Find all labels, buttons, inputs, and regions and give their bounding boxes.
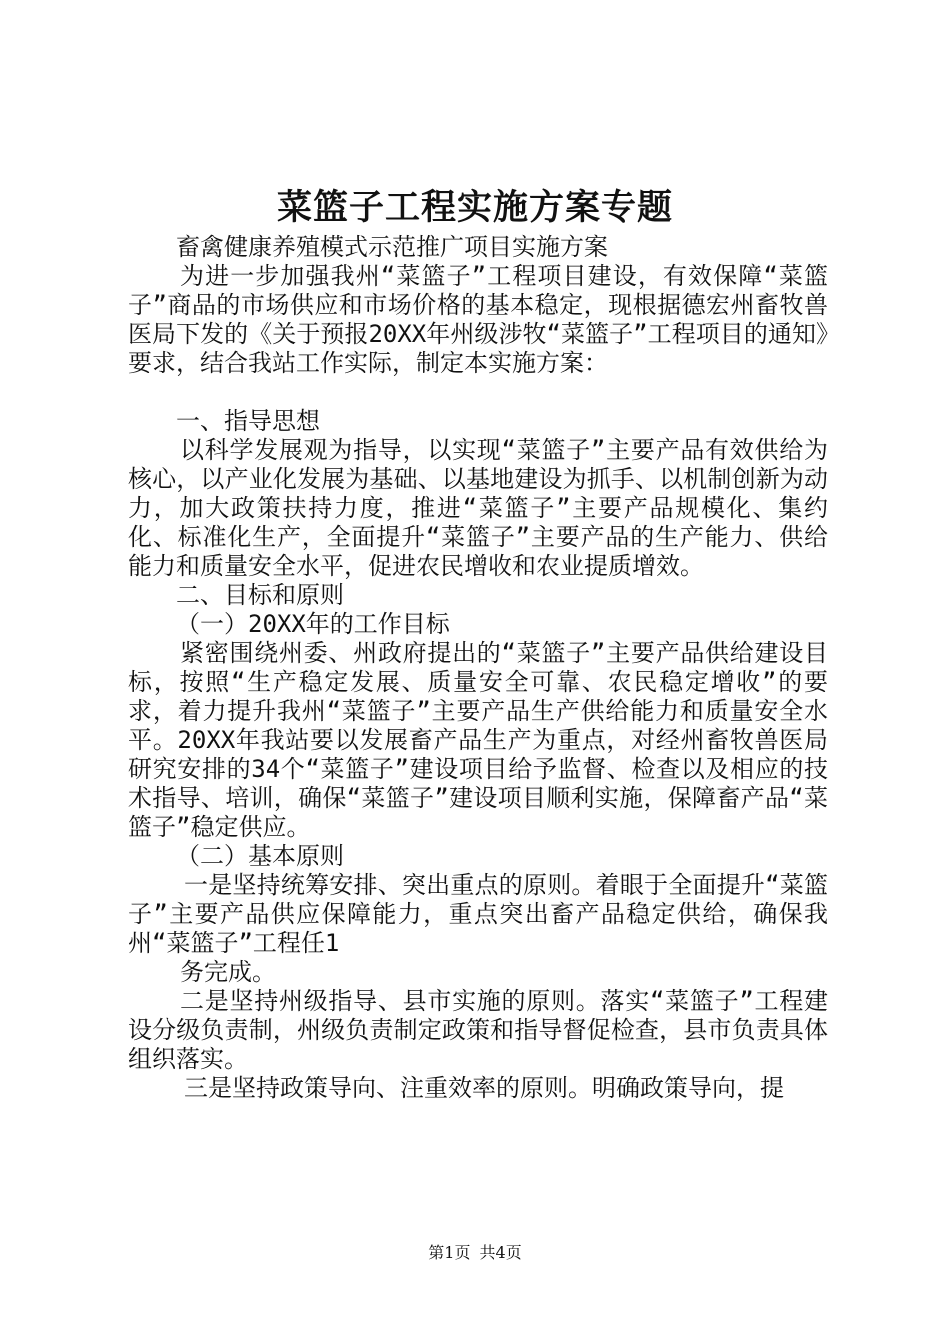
page-footer <box>0 1243 950 1263</box>
subsection1-paragraph: 紧密围绕州委、州政府提出的“菜篮子”主要产品供给建设目标，按照“生产稳定发展、质量安全可靠、农民稳定增收”的要求，着力提升我州“菜篮子”主要产品生产供给能力和质量安全水平。20XX年我站要以发展畜产品生产为重点，对经州畜牧兽医局研究安排的34个“菜篮子”建设项目给予监督、检查以及相应的技术指导、培训，确保“菜篮子”建设项目顺利实施，保障畜产品“菜篮子”稳定供应。 <box>128 639 828 841</box>
intro-paragraph: 为进一步加强我州“菜篮子”工程项目建设，有效保障“菜篮子”商品的市场供应和市场价格的基本稳定，现根据德宏州畜牧兽医局下发的《关于预报20XX年州级涉牧“菜篮子”工程项目的通知》要求，结合我站工作实际，制定本实施方案： <box>128 262 828 377</box>
subsection1-heading: （一）20XX年的工作目标 <box>176 610 450 638</box>
section2-heading: 二、目标和原则 <box>176 581 344 609</box>
principle1-paragraph: 一是坚持统筹安排、突出重点的原则。着眼于全面提升“菜篮子”主要产品供应保障能力，重点突出畜产品稳定供给，确保我州“菜篮子”工程任1 <box>128 871 828 957</box>
principle3-paragraph: 三是坚持政策导向、注重效率的原则。明确政策导向，提 <box>184 1074 784 1102</box>
section1-heading: 一、指导思想 <box>176 407 320 435</box>
document-title: 菜篮子工程实施方案专题 <box>276 187 673 228</box>
page-number: 第1页 <box>428 1243 471 1262</box>
principle2-paragraph: 二是坚持州级指导、县市实施的原则。落实“菜篮子”工程建设分级负责制，州级负责制定政策和指导督促检查，县市负责具体组织落实。 <box>128 987 828 1073</box>
section1-paragraph: 以科学发展观为指导，以实现“菜篮子”主要产品有效供给为核心，以产业化发展为基础、以基地建设为抓手、以机制创新为动力，加大政策扶持力度，推进“菜篮子”主要产品规模化、集约化、标准化生产，全面提升“菜篮子”主要产品的生产能力、供给能力和质量安全水平，促进农民增收和农业提质增效。 <box>128 436 828 580</box>
paragraph-gap <box>128 378 828 407</box>
subsection2-heading: （二）基本原则 <box>176 842 344 870</box>
principle1-continuation: 务完成。 <box>180 958 276 986</box>
page-total: 共4页 <box>479 1243 522 1262</box>
subtitle-paragraph: 畜禽健康养殖模式示范推广项目实施方案 <box>176 233 608 261</box>
document-body <box>128 233 828 1103</box>
